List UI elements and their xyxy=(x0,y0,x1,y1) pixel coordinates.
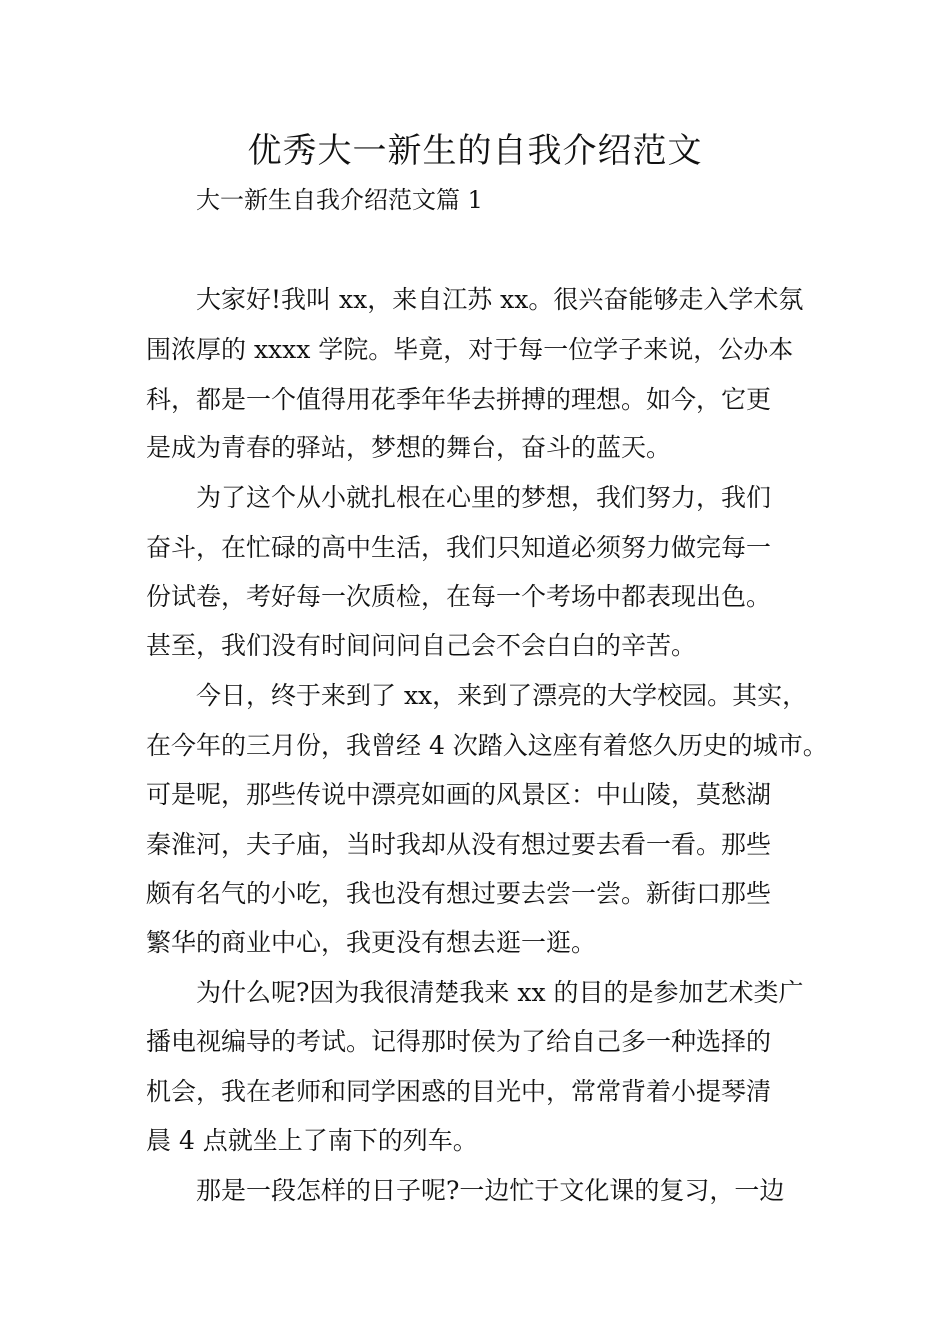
text-line: 颇有名气的小吃，我也没有想过要去尝一尝。新街口那些 xyxy=(146,879,772,908)
text-line: 播电视编导的考试。记得那时侯为了给自己多一种选择的 xyxy=(146,1027,772,1056)
text-line: 秦淮河，夫子庙，当时我却从没有想过要去看一看。那些 xyxy=(146,830,772,859)
document-title: 优秀大一新生的自我介绍范文 xyxy=(247,131,703,171)
text-line: 今日，终于来到了 xx，来到了漂亮的大学校园。其实， xyxy=(196,681,808,710)
text-line: 科，都是一个值得用花季年华去拼搏的理想。如今，它更 xyxy=(146,385,772,414)
text-line: 大家好!我叫 xx，来自江苏 xx。很兴奋能够走入学术氛 xyxy=(196,285,804,314)
text-line: 围浓厚的 xxxx 学院。毕竟，对于每一位学子来说，公办本 xyxy=(146,335,794,364)
text-line: 可是呢，那些传说中漂亮如画的风景区：中山陵，莫愁湖 xyxy=(146,780,772,809)
section-heading: 大一新生自我介绍范文篇 1 xyxy=(196,186,483,214)
text-line: 繁华的商业中心，我更没有想去逛一逛。 xyxy=(146,928,597,957)
text-line: 甚至，我们没有时间问问自己会不会白白的辛苦。 xyxy=(146,631,697,660)
text-line: 为了这个从小就扎根在心里的梦想，我们努力，我们 xyxy=(196,483,772,512)
text-line: 奋斗，在忙碌的高中生活，我们只知道必须努力做完每一 xyxy=(146,533,772,562)
text-line: 机会，我在老师和同学困惑的目光中，常常背着小提琴清 xyxy=(146,1077,772,1106)
text-line: 是成为青春的驿站，梦想的舞台，奋斗的蓝天。 xyxy=(146,433,672,462)
text-line: 晨 4 点就坐上了南下的列车。 xyxy=(146,1126,478,1155)
text-line: 那是一段怎样的日子呢?一边忙于文化课的复习，一边 xyxy=(196,1176,785,1205)
text-line: 份试卷，考好每一次质检，在每一个考场中都表现出色。 xyxy=(146,582,772,611)
text-line: 为什么呢?因为我很清楚我来 xx 的目的是参加艺术类广 xyxy=(196,978,804,1007)
text-line: 在今年的三月份，我曾经 4 次踏入这座有着悠久历史的城市。 xyxy=(146,731,828,760)
